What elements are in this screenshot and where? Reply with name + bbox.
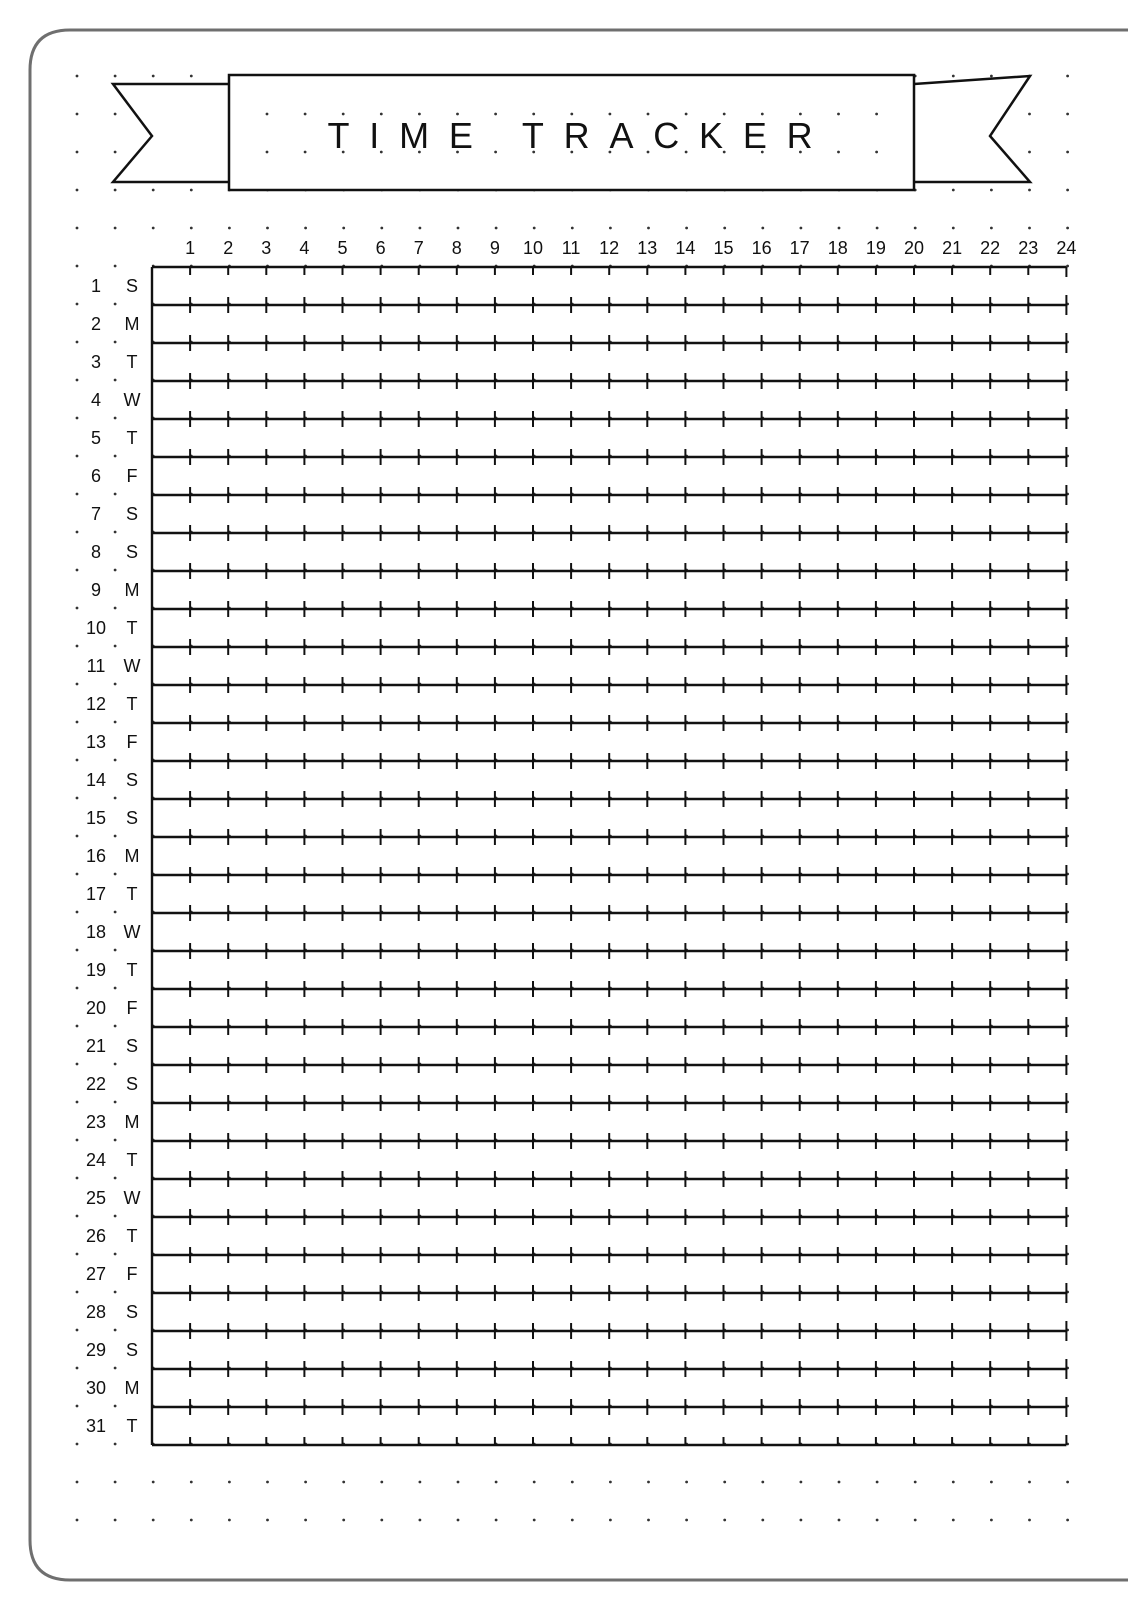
grid-dot <box>761 1519 764 1522</box>
grid-dot <box>952 75 955 78</box>
grid-dot <box>1066 265 1069 268</box>
grid-dot <box>76 113 79 116</box>
grid-dot <box>990 75 993 78</box>
day-number-23: 23 <box>85 1112 107 1132</box>
grid-dot <box>76 797 79 800</box>
grid-dot <box>952 227 955 230</box>
grid-dot <box>228 1481 231 1484</box>
day-number-14: 14 <box>85 770 107 790</box>
day-number-25: 25 <box>85 1188 107 1208</box>
day-weekday-9: M <box>124 580 140 600</box>
grid-dot <box>266 1519 269 1522</box>
grid-dot <box>76 1367 79 1370</box>
grid-dot <box>914 1519 917 1522</box>
day-weekday-10: T <box>126 618 138 638</box>
grid-dot <box>76 1481 79 1484</box>
grid-dot <box>723 1519 726 1522</box>
grid-dot <box>190 189 193 192</box>
day-weekday-21: S <box>125 1036 139 1056</box>
hour-label-9: 9 <box>489 238 500 258</box>
grid-dot <box>114 341 117 344</box>
grid-dot <box>76 151 79 154</box>
grid-dot <box>838 1519 841 1522</box>
grid-dot <box>342 1481 345 1484</box>
day-weekday-6: F <box>126 466 138 486</box>
grid-dot <box>76 493 79 496</box>
grid-dot <box>114 1101 117 1104</box>
day-number-24: 24 <box>85 1150 107 1170</box>
grid-dot <box>457 227 460 230</box>
day-number-8: 8 <box>90 542 102 562</box>
grid-dot <box>76 1443 79 1446</box>
hour-label-13: 13 <box>637 238 658 258</box>
grid-dot <box>304 1481 307 1484</box>
grid-dot <box>114 607 117 610</box>
grid-dot <box>76 569 79 572</box>
grid-dot <box>114 683 117 686</box>
grid-dot <box>914 227 917 230</box>
hour-label-11: 11 <box>561 238 581 258</box>
grid-dot <box>76 987 79 990</box>
grid-dot <box>76 645 79 648</box>
grid-dot <box>152 75 155 78</box>
grid-dot <box>152 227 155 230</box>
grid-dot <box>114 873 117 876</box>
grid-dot <box>457 1481 460 1484</box>
grid-dot <box>952 189 955 192</box>
grid-dot <box>76 265 79 268</box>
grid-dot <box>76 949 79 952</box>
grid-dot <box>190 1519 193 1522</box>
grid-dot <box>609 1481 612 1484</box>
grid-dot <box>876 1481 879 1484</box>
day-weekday-14: S <box>125 770 139 790</box>
day-number-22: 22 <box>85 1074 107 1094</box>
day-weekday-29: S <box>125 1340 139 1360</box>
grid-dot <box>114 1025 117 1028</box>
grid-dot <box>1028 151 1031 154</box>
day-number-5: 5 <box>90 428 102 448</box>
grid-dot <box>647 1519 650 1522</box>
grid-dot <box>647 1481 650 1484</box>
grid-dot <box>304 227 307 230</box>
day-number-11: 11 <box>86 656 106 676</box>
day-weekday-23: M <box>124 1112 140 1132</box>
grid-dot <box>571 1481 574 1484</box>
grid-dot <box>1066 151 1069 154</box>
grid-dot <box>114 1443 117 1446</box>
day-number-17: 17 <box>85 884 107 904</box>
grid-dot <box>114 493 117 496</box>
grid-dot <box>761 227 764 230</box>
day-weekday-11: W <box>123 656 141 676</box>
hour-label-22: 22 <box>980 238 1001 258</box>
grid-dot <box>114 721 117 724</box>
day-weekday-2: M <box>124 314 140 334</box>
grid-dot <box>76 1025 79 1028</box>
grid-dot <box>1066 227 1069 230</box>
day-weekday-26: T <box>126 1226 138 1246</box>
grid-dot <box>114 1063 117 1066</box>
grid-dot <box>1066 1481 1069 1484</box>
grid-dot <box>76 721 79 724</box>
hour-label-16: 16 <box>751 238 772 258</box>
grid-dot <box>76 1063 79 1066</box>
grid-dot <box>114 645 117 648</box>
grid-dot <box>380 1519 383 1522</box>
day-number-16: 16 <box>85 846 107 866</box>
grid-dot <box>114 797 117 800</box>
day-weekday-3: T <box>126 352 138 372</box>
grid-dot <box>990 189 993 192</box>
banner-dot <box>304 113 307 116</box>
hour-label-6: 6 <box>375 238 386 258</box>
grid-dot <box>114 303 117 306</box>
grid-dot <box>419 1481 422 1484</box>
day-weekday-12: T <box>126 694 138 714</box>
grid-dot <box>800 227 803 230</box>
hour-label-2: 2 <box>223 238 234 258</box>
day-weekday-17: T <box>126 884 138 904</box>
day-weekday-4: W <box>123 390 141 410</box>
grid-dot <box>76 1405 79 1408</box>
grid-dot <box>990 1481 993 1484</box>
grid-dot <box>761 1481 764 1484</box>
day-weekday-30: M <box>124 1378 140 1398</box>
page-title: TIME TRACKER <box>327 115 833 156</box>
day-weekday-1: S <box>125 276 139 296</box>
grid-dot <box>457 1519 460 1522</box>
grid-dot <box>114 265 117 268</box>
day-number-1: 1 <box>90 276 102 296</box>
grid-dot <box>76 683 79 686</box>
hour-label-19: 19 <box>865 238 886 258</box>
hour-label-4: 4 <box>299 238 310 258</box>
grid-dot <box>1028 1519 1031 1522</box>
grid-dot <box>1066 113 1069 116</box>
grid-dot <box>609 227 612 230</box>
grid-dot <box>76 835 79 838</box>
grid-dot <box>114 911 117 914</box>
grid-dot <box>76 1519 79 1522</box>
hour-label-15: 15 <box>713 238 734 258</box>
day-weekday-27: F <box>126 1264 138 1284</box>
grid-dot <box>990 1519 993 1522</box>
grid-dot <box>609 1519 612 1522</box>
hour-label-14: 14 <box>675 238 696 258</box>
grid-dot <box>152 1481 155 1484</box>
grid-dot <box>723 1481 726 1484</box>
grid-dot <box>495 1519 498 1522</box>
grid-dot <box>114 835 117 838</box>
hour-label-18: 18 <box>827 238 848 258</box>
grid-dot <box>533 1519 536 1522</box>
grid-dot <box>800 1519 803 1522</box>
day-number-21: 21 <box>85 1036 107 1056</box>
day-number-6: 6 <box>90 466 102 486</box>
hour-label-20: 20 <box>903 238 925 258</box>
grid-dot <box>114 1253 117 1256</box>
grid-dot <box>990 227 993 230</box>
grid-dot <box>76 341 79 344</box>
grid-dot <box>114 75 117 78</box>
day-weekday-16: M <box>124 846 140 866</box>
page-frame <box>30 30 1128 1580</box>
hour-label-23: 23 <box>1018 238 1039 258</box>
grid-dot <box>152 1519 155 1522</box>
banner-dot <box>837 151 840 154</box>
grid-dot <box>266 227 269 230</box>
grid-dot <box>76 455 79 458</box>
day-number-31: 31 <box>85 1416 107 1436</box>
grid-dot <box>1066 1519 1069 1522</box>
grid-dot <box>114 949 117 952</box>
grid-dot <box>380 227 383 230</box>
grid-dot <box>114 113 117 116</box>
grid-dot <box>114 569 117 572</box>
day-weekday-8: S <box>125 542 139 562</box>
day-weekday-25: W <box>123 1188 141 1208</box>
day-weekday-7: S <box>125 504 139 524</box>
banner-dot <box>837 113 840 116</box>
grid-dot <box>76 303 79 306</box>
grid-dot <box>114 379 117 382</box>
grid-dot <box>114 987 117 990</box>
day-weekday-20: F <box>126 998 138 1018</box>
hour-label-24: 24 <box>1056 238 1077 258</box>
grid-dot <box>495 1481 498 1484</box>
grid-dot <box>76 1215 79 1218</box>
day-number-26: 26 <box>85 1226 107 1246</box>
grid-dot <box>76 759 79 762</box>
day-weekday-18: W <box>123 922 141 942</box>
grid-dot <box>76 1253 79 1256</box>
grid-dot <box>114 1215 117 1218</box>
grid-dot <box>647 227 650 230</box>
grid-dot <box>571 227 574 230</box>
grid-dot <box>838 1481 841 1484</box>
day-number-9: 9 <box>90 580 102 600</box>
grid-dot <box>723 227 726 230</box>
grid-dot <box>228 1519 231 1522</box>
grid-dot <box>114 1139 117 1142</box>
grid-dot <box>228 227 231 230</box>
grid-dot <box>342 1519 345 1522</box>
banner-dot <box>266 151 269 154</box>
hour-label-10: 10 <box>522 238 544 258</box>
grid-dot <box>114 417 117 420</box>
grid-dot <box>914 1481 917 1484</box>
grid-dot <box>114 455 117 458</box>
hour-label-17: 17 <box>789 238 810 258</box>
grid-dot <box>266 1481 269 1484</box>
grid-dot <box>495 227 498 230</box>
grid-dot <box>114 759 117 762</box>
hour-label-12: 12 <box>599 238 620 258</box>
day-number-2: 2 <box>90 314 102 334</box>
grid-dot <box>152 189 155 192</box>
day-number-12: 12 <box>85 694 107 714</box>
day-weekday-19: T <box>126 960 138 980</box>
grid-dot <box>190 75 193 78</box>
grid-dot <box>76 873 79 876</box>
grid-dot <box>304 1519 307 1522</box>
banner-dot <box>304 151 307 154</box>
grid-dot <box>1028 189 1031 192</box>
grid-dot <box>1028 227 1031 230</box>
hour-label-7: 7 <box>413 238 424 258</box>
grid-dot <box>342 227 345 230</box>
day-weekday-22: S <box>125 1074 139 1094</box>
grid-dot <box>685 1481 688 1484</box>
grid-dot <box>76 417 79 420</box>
grid-dot <box>76 1139 79 1142</box>
day-number-7: 7 <box>90 504 102 524</box>
grid-dot <box>76 607 79 610</box>
grid-dot <box>952 1481 955 1484</box>
grid-dot <box>114 189 117 192</box>
grid-dot <box>114 227 117 230</box>
grid-dot <box>1066 189 1069 192</box>
day-weekday-24: T <box>126 1150 138 1170</box>
day-weekday-31: T <box>126 1416 138 1436</box>
grid-dot <box>876 1519 879 1522</box>
day-number-28: 28 <box>85 1302 107 1322</box>
grid-dot <box>380 1481 383 1484</box>
grid-dot <box>76 531 79 534</box>
hour-label-8: 8 <box>451 238 462 258</box>
grid-dot <box>114 1177 117 1180</box>
grid-dot <box>419 1519 422 1522</box>
day-number-29: 29 <box>85 1340 107 1360</box>
grid-dot <box>838 227 841 230</box>
hour-label-1: 1 <box>185 238 196 258</box>
day-number-13: 13 <box>85 732 107 752</box>
grid-dot <box>685 1519 688 1522</box>
grid-dot <box>114 1481 117 1484</box>
grid-dot <box>114 1329 117 1332</box>
grid-dot <box>533 1481 536 1484</box>
grid-dot <box>571 1519 574 1522</box>
grid-dot <box>1066 75 1069 78</box>
grid-dot <box>76 189 79 192</box>
grid-dot <box>114 1405 117 1408</box>
day-number-20: 20 <box>85 998 107 1018</box>
day-number-18: 18 <box>85 922 107 942</box>
grid-dot <box>76 1291 79 1294</box>
grid-dot <box>76 227 79 230</box>
grid-dot <box>800 1481 803 1484</box>
banner-dot <box>875 151 878 154</box>
grid-dot <box>685 227 688 230</box>
grid-dot <box>76 1177 79 1180</box>
day-number-19: 19 <box>85 960 107 980</box>
day-number-10: 10 <box>85 618 107 638</box>
grid-dot <box>76 75 79 78</box>
grid-dot <box>1028 113 1031 116</box>
day-number-3: 3 <box>90 352 102 372</box>
hour-label-21: 21 <box>942 238 963 258</box>
day-weekday-15: S <box>125 808 139 828</box>
day-number-30: 30 <box>85 1378 107 1398</box>
grid-dot <box>952 1519 955 1522</box>
grid-dot <box>533 227 536 230</box>
day-weekday-13: F <box>126 732 138 752</box>
grid-dot <box>190 1481 193 1484</box>
grid-dot <box>1028 1481 1031 1484</box>
day-number-4: 4 <box>90 390 102 410</box>
grid-dot <box>114 1519 117 1522</box>
grid-dot <box>876 227 879 230</box>
grid-dot <box>114 1291 117 1294</box>
day-number-27: 27 <box>85 1264 107 1284</box>
banner-dot <box>266 113 269 116</box>
grid-dot <box>114 151 117 154</box>
grid-dot <box>76 1329 79 1332</box>
grid-dot <box>419 227 422 230</box>
grid-dot <box>114 1367 117 1370</box>
title-banner <box>113 75 1030 190</box>
hour-label-3: 3 <box>261 238 272 258</box>
grid-dot <box>76 379 79 382</box>
grid-dot <box>190 227 193 230</box>
grid-dot <box>114 531 117 534</box>
banner-dot <box>875 113 878 116</box>
day-weekday-5: T <box>126 428 138 448</box>
hour-label-5: 5 <box>337 238 348 258</box>
grid-dot <box>76 911 79 914</box>
day-number-15: 15 <box>85 808 107 828</box>
grid-dot <box>76 1101 79 1104</box>
day-weekday-28: S <box>125 1302 139 1322</box>
